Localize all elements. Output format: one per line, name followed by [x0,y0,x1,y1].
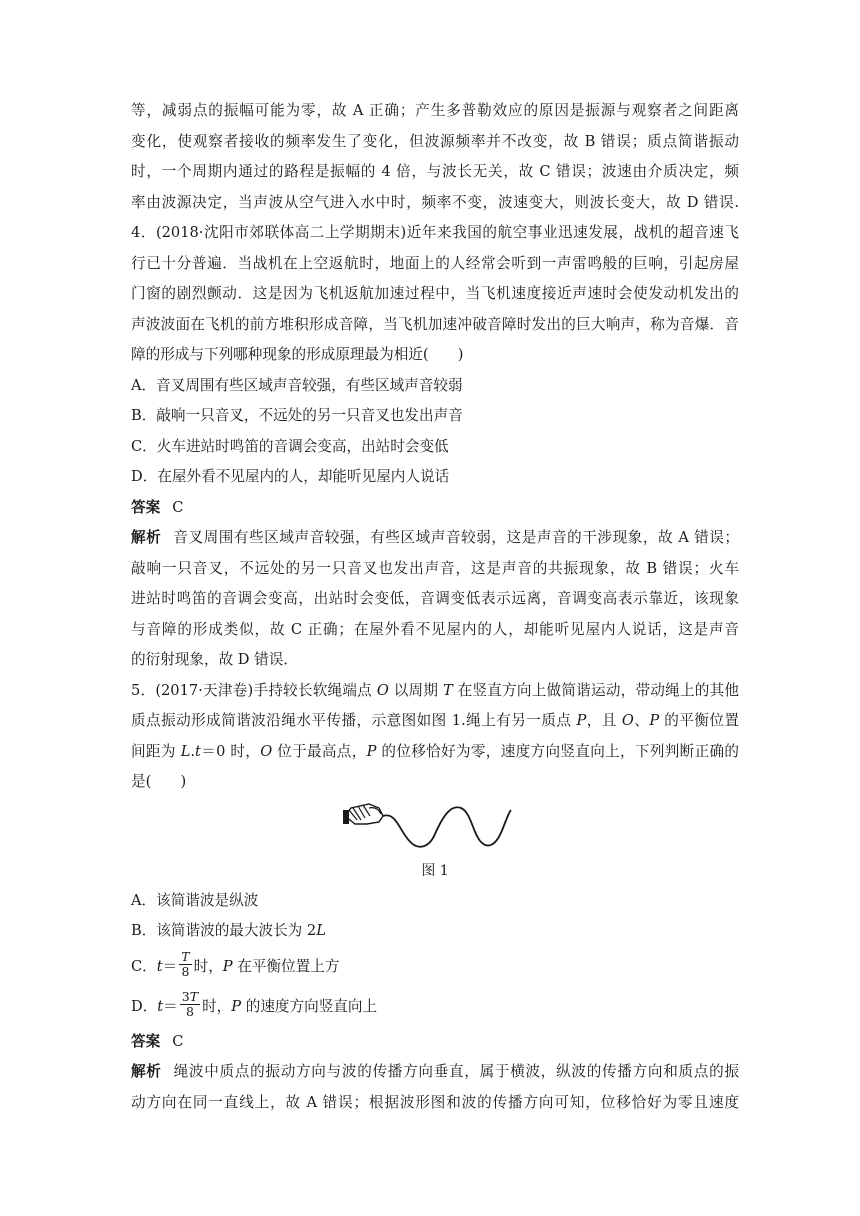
question-5-stem-line [131,706,739,737]
analysis-label: 解析 [131,1063,162,1080]
fraction-denominator: 8 [181,964,190,979]
question-5-option-d [131,987,739,1027]
text-run: 时， [202,997,232,1015]
text-run: 间距为 [131,742,181,760]
fraction-numerator: T [181,949,190,964]
fraction-numerator [180,990,200,1005]
text-run: ＝ [162,957,178,975]
text-line: 率由波源决定，当声波从空气进入水中时，频率不变，波速变大，则波长变大，故 D 错误. [131,193,739,211]
question-4-option-c: C．火车进站时鸣笛的音调会变高，出站时会变低 [131,437,449,455]
math-var: O [376,681,389,699]
text-run: 时， [193,957,223,975]
question-4-answer [131,493,739,524]
text-run: 质点振动形成简谐波沿绳水平传播，示意图如图 1.绳上有另一质点 [131,712,577,729]
math-var: T [189,989,199,1004]
question-4-option-d: D．在屋外看不见屋内的人，却能听见屋内人说话 [131,468,450,485]
math-var: L [180,742,191,760]
question-4-analysis-line: 敲响一只音叉，不远处的另一只音叉也发出声音，这是声音的共振现象，故 B 错误；火车 [131,559,739,577]
question-4-stem-line: 门窗的剧烈颤动．这是因为飞机返航加速过程中，当飞机速度接近声速时会使发动机发出的 [131,285,739,302]
text-run: 在竖直方向上做简谐运动，带动绳上的其他 [452,681,739,699]
question-5-analysis-line [131,1057,739,1088]
math-var: t [156,957,163,975]
text-line: 变化，使观察者接收的频率发生了变化，但波源频率并不改变，故 B 错误；质点简谐振动 [131,132,739,150]
math-var: T [443,681,453,699]
text-run: D． [131,997,158,1015]
math-var: L [316,922,326,939]
analysis-label: 解析 [131,529,162,546]
document-page [131,96,739,1118]
math-var: P [649,712,660,729]
math-var: t [157,997,164,1015]
question-4-analysis-line: 进站时鸣笛的音调会变高，出站时会变低，音调变低表示远离，音调变高表示靠近，该现象 [131,590,739,607]
fraction [180,990,200,1019]
answer-value: C [172,498,184,516]
fraction [179,950,191,979]
question-4-analysis-line: 的衍射现象，故 D 错误． [131,651,298,668]
hand-holding-rope-icon [343,804,383,824]
text-run: 3 [181,989,190,1004]
answer-label: 答案 [131,1032,161,1050]
answer-label: 答案 [131,498,161,516]
rope-wave-figure [343,798,513,854]
question-4-stem-line: 声波波面在飞机的前方堆积形成音障，当飞机加速冲破音障时发出的巨大响声，称为音爆．音 [131,315,739,333]
text-run: 在平衡位置上方 [232,957,340,975]
text-run: ，且 [586,712,622,729]
text-run: ＝0 时， [200,742,261,760]
question-5-option-b [131,916,739,947]
analysis-text: 绳波中质点的振动方向与波的传播方向垂直，属于横波，纵波的传播方向和质点的振 [173,1063,739,1080]
text-run: C． [131,957,157,975]
text-line: 等，减弱点的振幅可能为零，故 A 正确；产生多普勒效应的原因是振源与观察者之间距离 [131,102,739,119]
question-5-stem-line [131,737,739,768]
math-var: P [231,997,242,1015]
text-line: 时，一个周期内通过的路程是振幅的 4 倍，与波长无关，故 C 错误；波速由介质决定，频 [131,163,739,180]
question-4-analysis-line [131,523,739,554]
question-5 [131,676,739,1119]
question-4 [131,218,739,676]
question-4-stem-line: 行已十分普遍．当战机在上空返航时，地面上的人经常会听到一声雷鸣般的巨响，引起房屋 [131,254,739,272]
figure-caption: 图 1 [421,862,449,879]
text-run: 以周期 [388,681,444,699]
text-run: 的平衡位置 [659,712,739,729]
question-4-option-a: A．音叉周围有些区域声音较强，有些区域声音较弱 [131,376,463,394]
question-5-stem-line: 是( ) [131,773,187,790]
math-var: P [576,712,587,729]
math-var: P [366,742,377,760]
text-run: 、 [633,712,650,729]
question-5-option-c [131,947,739,987]
question-4-stem-line: 障的形成与下列哪种现象的形成原理最为相近( ) [131,346,464,363]
text-run: 5．(2017·天津卷)手持较长软绳端点 [131,681,377,699]
text-run: . [190,742,196,760]
math-var: O [260,742,273,760]
math-var: O [621,712,634,729]
figure-1 [131,798,739,856]
question-4-option-b: B．敲响一只音叉，不远处的另一只音叉也发出声音 [131,407,463,424]
question-5-option-a: A．该简谐波是纵波 [131,891,259,909]
question-5-answer [131,1027,739,1058]
text-run: 的位移恰好为零，速度方向竖直向上，下列判断正确的 [376,742,740,760]
question-5-analysis-line: 动方向在同一直线上，故 A 错误；根据波形图和波的传播方向可知，位移恰好为零且速度 [131,1093,739,1111]
math-var: P [222,957,233,975]
text-run: B．该简谐波的最大波长为 2 [131,922,317,939]
fraction-denominator: 8 [185,1004,194,1019]
analysis-text: 音叉周围有些区域声音较强，有些区域声音较弱，这是声音的干涉现象，故 A 错误； [173,529,739,546]
question-5-stem-line [131,676,739,707]
rope-wave [383,807,511,846]
answer-value: C [172,1032,184,1050]
text-run: 的速度方向竖直向上 [241,997,378,1015]
math-var: t [195,742,201,760]
question-4-analysis-line: 与音障的形成类似，故 C 正确；在屋外看不见屋内的人，却能听见屋内人说话，这是声音 [131,620,739,638]
text-run: ＝ [163,997,178,1015]
text-run: 位于最高点， [272,742,367,760]
question-4-stem-line: 4．(2018·沈阳市郊联体高二上学期期末)近年来我国的航空事业迅速发展，战机的超音速飞 [131,224,739,241]
